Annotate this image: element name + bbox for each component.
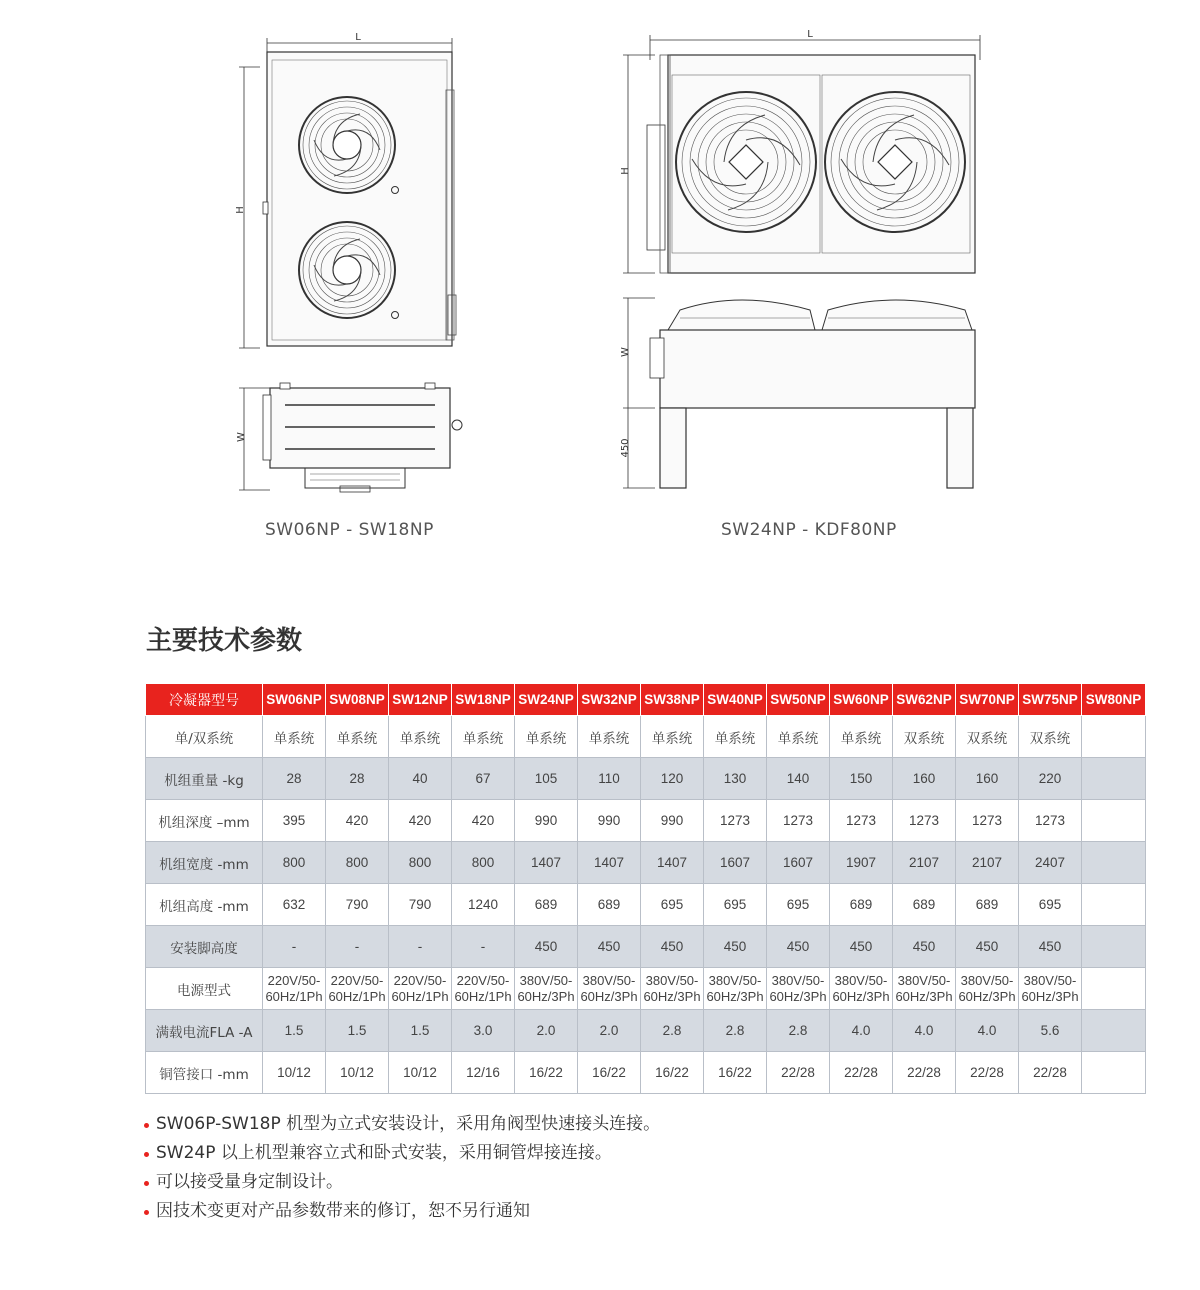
table-cell: 单系统 bbox=[326, 716, 389, 758]
row-label-cell: 机组重量 -kg bbox=[146, 758, 263, 800]
table-cell: 160 bbox=[893, 758, 956, 800]
model-header-cell: SW50NP bbox=[767, 684, 830, 716]
table-cell: 160 bbox=[956, 758, 1019, 800]
table-cell bbox=[1082, 1010, 1146, 1052]
table-row bbox=[146, 758, 1146, 800]
table-cell: 420 bbox=[452, 800, 515, 842]
note-item: SW24P 以上机型兼容立式和卧式安装，采用铜管焊接连接。 bbox=[144, 1139, 660, 1168]
table-row bbox=[146, 1010, 1146, 1052]
table-cell: 单系统 bbox=[515, 716, 578, 758]
table-cell: 220V/50-60Hz/1Ph bbox=[452, 968, 515, 1010]
table-cell: 120 bbox=[641, 758, 704, 800]
table-cell: 1407 bbox=[641, 842, 704, 884]
note-item: 可以接受量身定制设计。 bbox=[144, 1168, 660, 1197]
table-cell: 450 bbox=[1019, 926, 1082, 968]
table-cell: 632 bbox=[263, 884, 326, 926]
row-label-cell: 安装脚高度 bbox=[146, 926, 263, 968]
table-cell: 420 bbox=[326, 800, 389, 842]
table-cell: 450 bbox=[578, 926, 641, 968]
table-cell: 3.0 bbox=[452, 1010, 515, 1052]
notes-list bbox=[144, 1110, 660, 1226]
table-cell: - bbox=[263, 926, 326, 968]
table-cell: 2.8 bbox=[641, 1010, 704, 1052]
model-header-cell: SW32NP bbox=[578, 684, 641, 716]
row-label-cell: 电源型式 bbox=[146, 968, 263, 1010]
table-cell: 380V/50-60Hz/3Ph bbox=[767, 968, 830, 1010]
table-cell: 450 bbox=[704, 926, 767, 968]
table-cell: 16/22 bbox=[641, 1052, 704, 1094]
table-cell: 695 bbox=[641, 884, 704, 926]
table-cell: 380V/50-60Hz/3Ph bbox=[893, 968, 956, 1010]
table-cell: 2.0 bbox=[578, 1010, 641, 1052]
table-cell: 380V/50-60Hz/3Ph bbox=[704, 968, 767, 1010]
table-cell: 16/22 bbox=[515, 1052, 578, 1094]
table-cell: 420 bbox=[389, 800, 452, 842]
row-label-cell: 机组高度 -mm bbox=[146, 884, 263, 926]
table-cell: 220V/50-60Hz/1Ph bbox=[389, 968, 452, 1010]
table-cell: 1407 bbox=[578, 842, 641, 884]
table-cell: 2107 bbox=[956, 842, 1019, 884]
table-cell: 380V/50-60Hz/3Ph bbox=[956, 968, 1019, 1010]
table-cell: 1273 bbox=[956, 800, 1019, 842]
table-cell: 67 bbox=[452, 758, 515, 800]
table-row bbox=[146, 884, 1146, 926]
table-cell: 150 bbox=[830, 758, 893, 800]
model-header-cell: SW18NP bbox=[452, 684, 515, 716]
table-cell: 790 bbox=[389, 884, 452, 926]
dim-H-label: H bbox=[620, 167, 631, 175]
table-cell: 380V/50-60Hz/3Ph bbox=[515, 968, 578, 1010]
table-cell bbox=[1082, 884, 1146, 926]
model-header-cell: SW62NP bbox=[893, 684, 956, 716]
table-row bbox=[146, 968, 1146, 1010]
section-title: 主要技术参数 bbox=[146, 626, 303, 656]
table-cell: 22/28 bbox=[767, 1052, 830, 1094]
table-cell: 800 bbox=[452, 842, 515, 884]
model-header-cell: SW12NP bbox=[389, 684, 452, 716]
table-cell: - bbox=[452, 926, 515, 968]
model-header-cell: SW75NP bbox=[1019, 684, 1082, 716]
table-cell bbox=[1082, 842, 1146, 884]
model-header-cell: SW60NP bbox=[830, 684, 893, 716]
model-header-cell: SW80NP bbox=[1082, 684, 1146, 716]
table-cell: 790 bbox=[326, 884, 389, 926]
model-header-cell: SW24NP bbox=[515, 684, 578, 716]
table-cell: 单系统 bbox=[452, 716, 515, 758]
table-cell: 1240 bbox=[452, 884, 515, 926]
table-cell bbox=[1082, 758, 1146, 800]
table-cell: 800 bbox=[263, 842, 326, 884]
table-cell: 单系统 bbox=[389, 716, 452, 758]
table-cell: 16/22 bbox=[578, 1052, 641, 1094]
table-cell: 450 bbox=[641, 926, 704, 968]
table-cell: 4.0 bbox=[956, 1010, 1019, 1052]
table-cell: 10/12 bbox=[326, 1052, 389, 1094]
table-cell: 450 bbox=[767, 926, 830, 968]
table-cell: 1407 bbox=[515, 842, 578, 884]
table-cell bbox=[1082, 926, 1146, 968]
table-cell: - bbox=[389, 926, 452, 968]
table-cell: 单系统 bbox=[641, 716, 704, 758]
model-header-cell: SW06NP bbox=[263, 684, 326, 716]
dim-L-label: L bbox=[807, 29, 813, 40]
table-cell: 22/28 bbox=[1019, 1052, 1082, 1094]
table-cell: 28 bbox=[263, 758, 326, 800]
table-cell: 1273 bbox=[1019, 800, 1082, 842]
table-cell: 双系统 bbox=[893, 716, 956, 758]
dim-450-label: 450 bbox=[620, 438, 631, 458]
row-label-cell: 单/双系统 bbox=[146, 716, 263, 758]
table-cell: 2107 bbox=[893, 842, 956, 884]
table-cell: 1273 bbox=[830, 800, 893, 842]
right-drawing-caption: SW24NP - KDF80NP bbox=[721, 520, 897, 540]
row-label-cell: 机组深度 –mm bbox=[146, 800, 263, 842]
table-cell: 22/28 bbox=[830, 1052, 893, 1094]
row-label-cell: 机组宽度 -mm bbox=[146, 842, 263, 884]
table-cell: 380V/50-60Hz/3Ph bbox=[1019, 968, 1082, 1010]
table-row bbox=[146, 716, 1146, 758]
model-header-cell: SW38NP bbox=[641, 684, 704, 716]
table-cell: 2.8 bbox=[704, 1010, 767, 1052]
table-cell: 695 bbox=[704, 884, 767, 926]
table-cell: 450 bbox=[830, 926, 893, 968]
table-cell: 12/16 bbox=[452, 1052, 515, 1094]
table-cell: 220 bbox=[1019, 758, 1082, 800]
table-cell: 1.5 bbox=[389, 1010, 452, 1052]
dim-L-label: L bbox=[355, 32, 361, 43]
table-cell: 2.0 bbox=[515, 1010, 578, 1052]
table-cell: 28 bbox=[326, 758, 389, 800]
table-cell: 4.0 bbox=[893, 1010, 956, 1052]
row-label-cell: 满载电流FLA -A bbox=[146, 1010, 263, 1052]
table-cell: 695 bbox=[767, 884, 830, 926]
table-cell: 689 bbox=[578, 884, 641, 926]
table-cell: 40 bbox=[389, 758, 452, 800]
table-cell: 10/12 bbox=[389, 1052, 452, 1094]
table-cell bbox=[1082, 800, 1146, 842]
table-cell: 单系统 bbox=[767, 716, 830, 758]
dim-W-label: W bbox=[620, 347, 631, 357]
table-row bbox=[146, 926, 1146, 968]
table-cell: - bbox=[326, 926, 389, 968]
table-cell: 1.5 bbox=[326, 1010, 389, 1052]
table-cell: 450 bbox=[893, 926, 956, 968]
table-cell: 395 bbox=[263, 800, 326, 842]
table-cell: 689 bbox=[515, 884, 578, 926]
dim-H-label: H bbox=[235, 206, 246, 214]
header-label-cell: 冷凝器型号 bbox=[146, 684, 263, 716]
table-cell: 380V/50-60Hz/3Ph bbox=[641, 968, 704, 1010]
table-cell: 800 bbox=[326, 842, 389, 884]
table-cell: 1607 bbox=[767, 842, 830, 884]
table-cell: 1607 bbox=[704, 842, 767, 884]
table-cell: 2.8 bbox=[767, 1010, 830, 1052]
right-side-view-drawing bbox=[610, 290, 990, 495]
table-cell: 990 bbox=[578, 800, 641, 842]
table-cell: 单系统 bbox=[830, 716, 893, 758]
table-cell: 16/22 bbox=[704, 1052, 767, 1094]
row-label-cell: 铜管接口 -mm bbox=[146, 1052, 263, 1094]
table-cell: 双系统 bbox=[1019, 716, 1082, 758]
table-cell: 单系统 bbox=[704, 716, 767, 758]
table-cell: 695 bbox=[1019, 884, 1082, 926]
table-cell: 220V/50-60Hz/1Ph bbox=[326, 968, 389, 1010]
table-cell: 22/28 bbox=[956, 1052, 1019, 1094]
table-row bbox=[146, 800, 1146, 842]
note-item: 因技术变更对产品参数带来的修订，恕不另行通知 bbox=[144, 1197, 660, 1226]
table-cell: 2407 bbox=[1019, 842, 1082, 884]
model-header-cell: SW08NP bbox=[326, 684, 389, 716]
model-header-cell: SW70NP bbox=[956, 684, 1019, 716]
table-cell: 1.5 bbox=[263, 1010, 326, 1052]
spec-table bbox=[145, 683, 1146, 1094]
table-cell: 5.6 bbox=[1019, 1010, 1082, 1052]
table-cell: 800 bbox=[389, 842, 452, 884]
table-cell: 689 bbox=[830, 884, 893, 926]
table-header-row bbox=[146, 684, 1146, 716]
right-front-view-drawing bbox=[610, 25, 990, 280]
model-header-cell: SW40NP bbox=[704, 684, 767, 716]
table-cell: 110 bbox=[578, 758, 641, 800]
table-cell: 1907 bbox=[830, 842, 893, 884]
table-cell: 450 bbox=[515, 926, 578, 968]
table-cell: 140 bbox=[767, 758, 830, 800]
table-row bbox=[146, 842, 1146, 884]
table-row bbox=[146, 1052, 1146, 1094]
table-cell: 220V/50-60Hz/1Ph bbox=[263, 968, 326, 1010]
table-cell bbox=[1082, 1052, 1146, 1094]
table-cell: 1273 bbox=[767, 800, 830, 842]
table-cell: 双系统 bbox=[956, 716, 1019, 758]
left-top-view-drawing bbox=[230, 375, 470, 500]
table-cell: 10/12 bbox=[263, 1052, 326, 1094]
table-cell: 单系统 bbox=[578, 716, 641, 758]
note-item: SW06P-SW18P 机型为立式安装设计，采用角阀型快速接头连接。 bbox=[144, 1110, 660, 1139]
left-drawing-caption: SW06NP - SW18NP bbox=[265, 520, 434, 540]
dim-W-label: W bbox=[236, 432, 247, 442]
table-cell: 1273 bbox=[704, 800, 767, 842]
table-cell: 105 bbox=[515, 758, 578, 800]
table-cell: 130 bbox=[704, 758, 767, 800]
table-cell bbox=[1082, 716, 1146, 758]
table-cell: 22/28 bbox=[893, 1052, 956, 1094]
table-cell: 380V/50-60Hz/3Ph bbox=[578, 968, 641, 1010]
table-cell: 450 bbox=[956, 926, 1019, 968]
table-cell: 689 bbox=[893, 884, 956, 926]
table-cell: 990 bbox=[641, 800, 704, 842]
table-cell: 380V/50-60Hz/3Ph bbox=[830, 968, 893, 1010]
table-cell: 4.0 bbox=[830, 1010, 893, 1052]
table-cell bbox=[1082, 968, 1146, 1010]
table-cell: 689 bbox=[956, 884, 1019, 926]
left-front-view-drawing bbox=[230, 30, 470, 360]
table-cell: 990 bbox=[515, 800, 578, 842]
table-cell: 单系统 bbox=[263, 716, 326, 758]
table-cell: 1273 bbox=[893, 800, 956, 842]
